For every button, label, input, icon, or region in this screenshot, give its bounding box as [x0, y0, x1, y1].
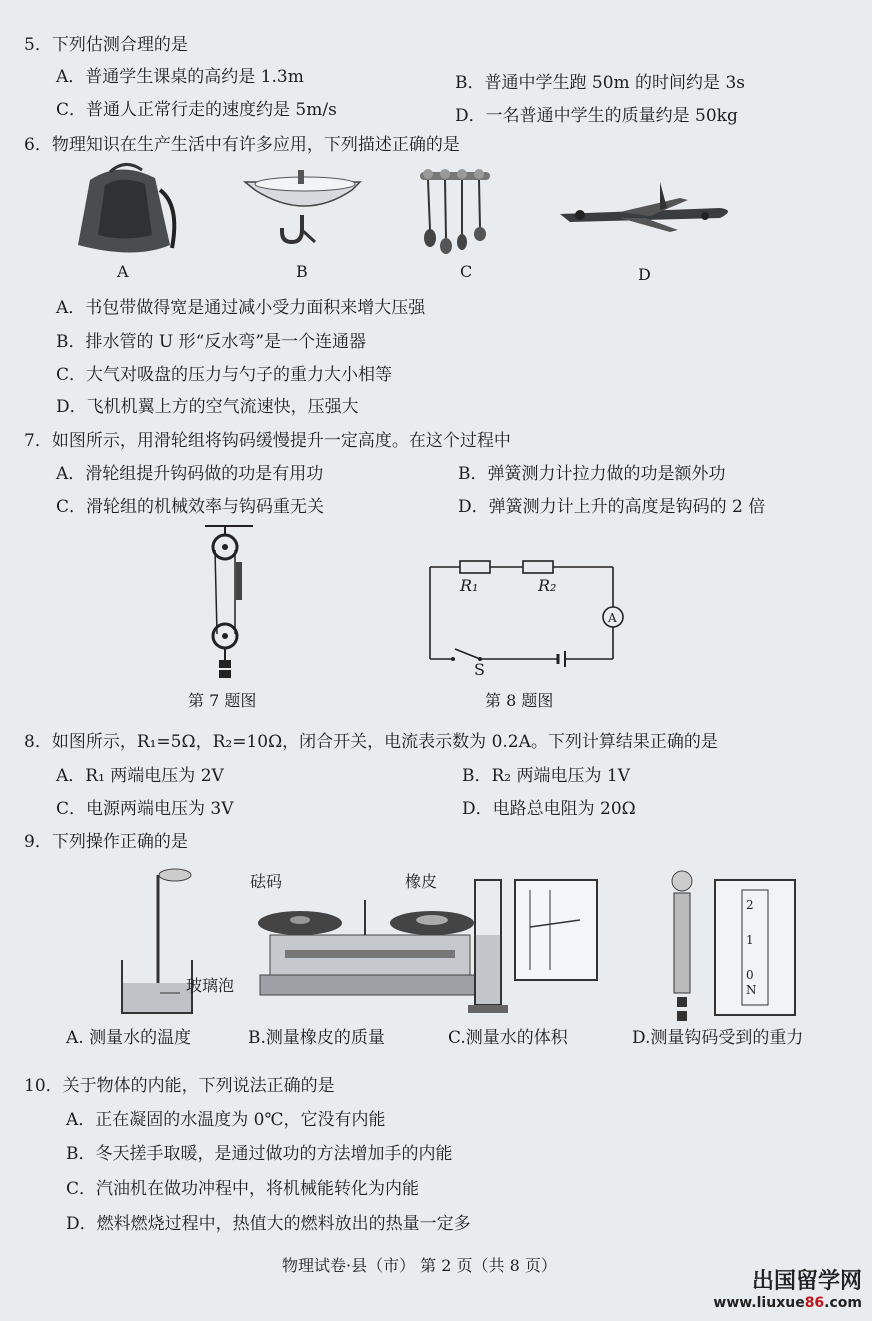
q6-option-a: A．书包带做得宽是通过减小受力面积来增大压强: [56, 298, 426, 318]
q6-stem: 6．物理知识在生产生活中有许多应用，下列描述正确的是: [24, 135, 460, 155]
scale-bottom-label: 0: [746, 968, 754, 982]
q6-figures: [60, 160, 760, 285]
q6-option-c: C．大气对吸盘的压力与勺子的重力大小相等: [56, 365, 393, 385]
q7-option-c: C．滑轮组的机械效率与钩码重无关: [56, 497, 325, 517]
airplane-illustration: [560, 182, 728, 232]
q6-option-b: B．排水管的 U 形“反水弯”是一个连通器: [56, 332, 367, 352]
q6-figure-label-c: C: [460, 262, 473, 281]
q7-stem: 7．如图所示，用滑轮组将钩码缓慢提升一定高度。在这个过程中: [24, 431, 511, 451]
bulb-label: 玻璃泡: [186, 976, 235, 995]
circuit-figure: [425, 555, 635, 670]
q9-option-b: B.测量橡皮的质量: [248, 1028, 385, 1048]
q9-option-d: D.测量钩码受到的重力: [632, 1028, 804, 1048]
switch-label: S: [474, 660, 485, 679]
ammeter-label: A: [608, 611, 617, 625]
q10-option-a: A．正在凝固的水温度为 0℃，它没有内能: [66, 1110, 386, 1130]
r2-label: R₂: [538, 576, 557, 595]
suction-hooks-illustration: [420, 169, 490, 254]
site-watermark: [713, 1264, 862, 1311]
watermark-url-num: 86: [804, 1295, 825, 1311]
q5-option-d: D．一名普通中学生的质量约是 50kg: [455, 106, 738, 126]
q8-option-a: A．R₁ 两端电压为 2V: [56, 766, 224, 786]
watermark-url-b: .com: [824, 1295, 862, 1311]
balance-scale: [258, 900, 480, 995]
q10-stem: 10．关于物体的内能，下列说法正确的是: [24, 1076, 335, 1096]
spring-scale: [672, 871, 795, 1021]
washbasin-illustration: [245, 170, 360, 242]
q9-option-a: A. 测量水的温度: [66, 1028, 192, 1048]
q7-figure-caption: 第 7 题图: [188, 691, 257, 710]
watermark-cn: 出国留学网: [751, 1269, 862, 1294]
weight-label: 砝码: [250, 872, 283, 891]
pulley-figure: [195, 522, 265, 682]
q6-figure-label-b: B: [296, 262, 308, 281]
q9-figures: [110, 865, 850, 1025]
q8-option-b: B．R₂ 两端电压为 1V: [462, 766, 631, 786]
q6-figure-label-a: A: [117, 262, 129, 281]
thermometer-beaker: [122, 869, 192, 1013]
q5-option-a: A．普通学生课桌的高约是 1.3m: [56, 67, 304, 87]
graduated-cylinder: [468, 880, 597, 1013]
q7-option-b: B．弹簧测力计拉力做的功是额外功: [458, 464, 726, 484]
q9-option-c: C.测量水的体积: [448, 1028, 568, 1048]
scale-mid-label: 1: [746, 933, 754, 947]
scale-unit-label: N: [746, 983, 757, 997]
q9-stem: 9．下列操作正确的是: [24, 832, 188, 852]
q5-stem: 5．下列估测合理的是: [24, 35, 188, 55]
eraser-label: 橡皮: [405, 872, 438, 891]
scale-top-label: 2: [746, 898, 754, 912]
q10-option-c: C．汽油机在做功冲程中，将机械能转化为内能: [66, 1179, 420, 1199]
q6-figure-label-d: D: [638, 265, 651, 284]
backpack-illustration: [78, 164, 174, 252]
page-footer: 物理试卷·县（市） 第 2 页（共 8 页）: [282, 1256, 557, 1275]
r1-label: R₁: [460, 576, 479, 595]
q8-stem: 8．如图所示，R₁=5Ω，R₂=10Ω，闭合开关，电流表示数为 0.2A。下列计算结果正确的是: [24, 732, 718, 752]
q7-option-d: D．弹簧测力计上升的高度是钩码的 2 倍: [458, 497, 766, 517]
q10-option-d: D．燃料燃烧过程中，热值大的燃料放出的热量一定多: [66, 1214, 471, 1234]
q5-option-c: C．普通人正常行走的速度约是 5m/s: [56, 100, 337, 120]
q6-option-d: D．飞机机翼上方的空气流速快，压强大: [56, 397, 359, 417]
watermark-url-a: www.liuxue: [713, 1295, 805, 1311]
q8-option-c: C．电源两端电压为 3V: [56, 799, 234, 819]
q8-figure-caption: 第 8 题图: [485, 691, 554, 710]
q8-option-d: D．电路总电阻为 20Ω: [462, 799, 636, 819]
watermark-url: [713, 1295, 862, 1311]
q7-option-a: A．滑轮组提升钩码做的功是有用功: [56, 464, 324, 484]
q5-option-b: B．普通中学生跑 50m 的时间约是 3s: [455, 73, 745, 93]
q10-option-b: B．冬天搓手取暖，是通过做功的方法增加手的内能: [66, 1144, 453, 1164]
